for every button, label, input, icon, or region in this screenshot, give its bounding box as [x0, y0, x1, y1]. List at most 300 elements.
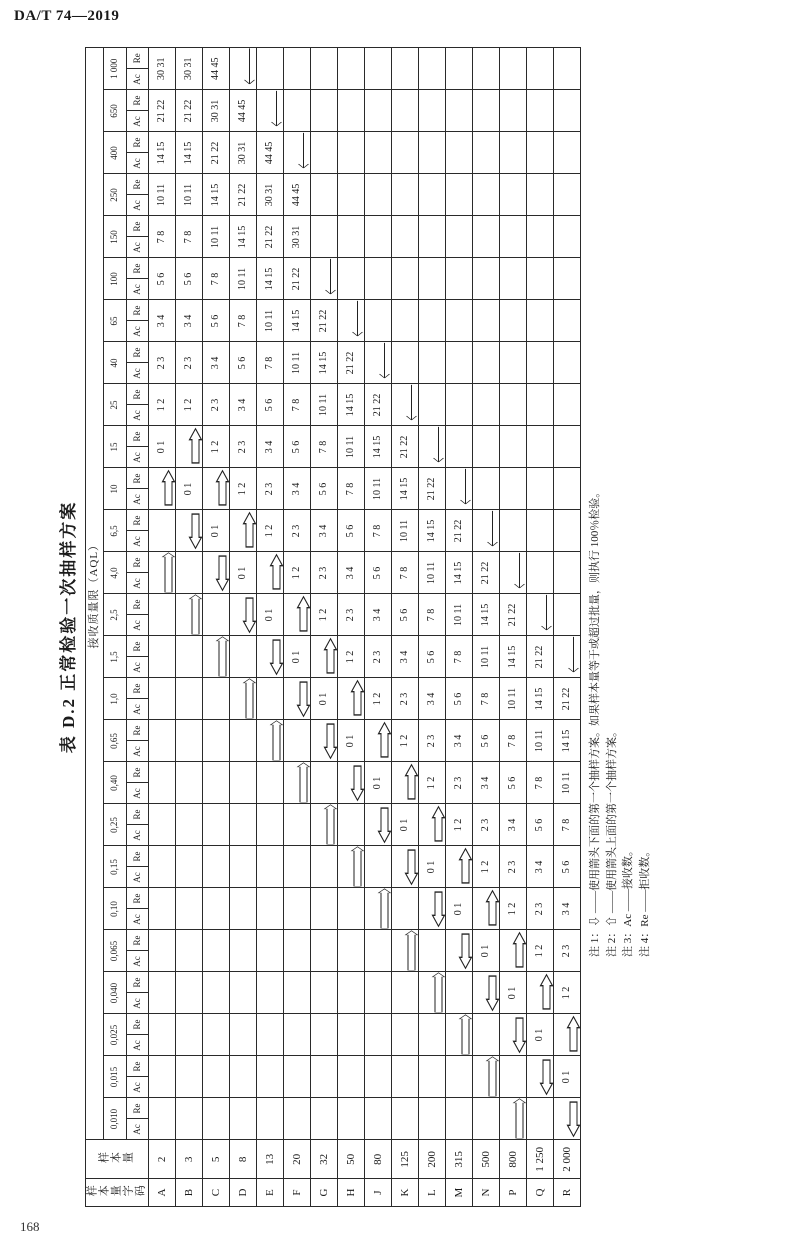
plan-cell: 1 2	[311, 593, 338, 635]
arrow-cell	[392, 845, 419, 887]
plan-cell	[419, 929, 446, 971]
plan-cell	[500, 425, 527, 467]
plan-cell	[500, 467, 527, 509]
row-sample-size: 32	[311, 1139, 338, 1178]
table-row	[311, 47, 338, 1206]
plan-cell	[527, 257, 554, 299]
plan-cell	[230, 845, 257, 887]
arrow-cell	[338, 845, 365, 887]
plan-cell	[311, 845, 338, 887]
plan-cell: 5 6	[446, 677, 473, 719]
row-code-letter: K	[392, 1178, 419, 1206]
plan-cell: 14 15	[473, 593, 500, 635]
plan-cell: 10 11	[554, 761, 581, 803]
plan-cell	[500, 89, 527, 131]
arrow-cell	[554, 1013, 581, 1055]
plan-cell: 10 11	[392, 509, 419, 551]
plan-cell	[257, 971, 284, 1013]
plan-cell	[230, 635, 257, 677]
arrow-cell	[419, 425, 446, 467]
page-number: 168	[20, 1219, 40, 1234]
plan-cell: 3 4	[392, 635, 419, 677]
plan-cell	[257, 845, 284, 887]
plan-cell	[176, 845, 203, 887]
plan-cell: 0 1	[365, 761, 392, 803]
plan-cell: 14 15	[446, 551, 473, 593]
plan-cell: 1 2	[257, 509, 284, 551]
acceptance-header: Ac	[126, 236, 149, 257]
plan-cell	[392, 341, 419, 383]
plan-cell: 21 22	[554, 677, 581, 719]
plan-cell: 5 6	[392, 593, 419, 635]
plan-cell	[284, 1055, 311, 1097]
plan-cell: 10 11	[257, 299, 284, 341]
aql-value-header: 6,5	[104, 509, 127, 551]
plan-cell	[392, 131, 419, 173]
plan-cell: 10 11	[473, 635, 500, 677]
plan-cell	[446, 1055, 473, 1097]
plan-cell: 14 15	[365, 425, 392, 467]
plan-cell	[392, 887, 419, 929]
plan-cell: 44 45	[203, 47, 230, 89]
rejection-header: Re	[126, 215, 149, 236]
plan-cell	[230, 803, 257, 845]
arrow-cell	[284, 131, 311, 173]
plan-cell	[338, 89, 365, 131]
plan-cell	[149, 719, 176, 761]
plan-cell	[230, 971, 257, 1013]
plan-cell	[257, 887, 284, 929]
plan-cell	[527, 173, 554, 215]
plan-cell: 14 15	[149, 131, 176, 173]
row-sample-size: 50	[338, 1139, 365, 1178]
plan-cell	[392, 299, 419, 341]
header-size: 样本量	[86, 1139, 149, 1178]
plan-cell: 14 15	[176, 131, 203, 173]
plan-cell	[311, 215, 338, 257]
plan-cell: 1 2	[473, 845, 500, 887]
plan-cell: 30 31	[149, 47, 176, 89]
aql-value-header: 0,025	[104, 1013, 127, 1055]
plan-cell	[230, 929, 257, 971]
table-body	[149, 47, 581, 1206]
plan-cell	[446, 1097, 473, 1139]
rejection-header: Re	[126, 635, 149, 656]
plan-cell	[176, 1055, 203, 1097]
plan-cell: 0 1	[527, 1013, 554, 1055]
rejection-header: Re	[126, 509, 149, 530]
plan-cell: 2 3	[392, 677, 419, 719]
plan-cell	[338, 887, 365, 929]
arrow-cell	[365, 803, 392, 845]
arrow-cell	[446, 845, 473, 887]
plan-cell	[365, 929, 392, 971]
table-row	[257, 47, 284, 1206]
row-code-letter: C	[203, 1178, 230, 1206]
plan-cell	[311, 1055, 338, 1097]
header-row-acre	[126, 47, 149, 1206]
rejection-header: Re	[126, 551, 149, 572]
plan-cell: 14 15	[311, 341, 338, 383]
plan-cell: 21 22	[527, 635, 554, 677]
aql-value-header: 0,65	[104, 719, 127, 761]
plan-cell: 1 2	[149, 383, 176, 425]
plan-cell: 5 6	[149, 257, 176, 299]
aql-value-header: 65	[104, 299, 127, 341]
arrow-cell	[392, 761, 419, 803]
rejection-header: Re	[126, 47, 149, 68]
arrow-cell	[365, 341, 392, 383]
note-3: 注 3：Ac ——接收数。	[622, 844, 635, 957]
plan-cell	[527, 341, 554, 383]
table-notes	[587, 486, 653, 956]
plan-cell: 3 4	[419, 677, 446, 719]
plan-cell: 7 8	[365, 509, 392, 551]
plan-cell	[149, 1013, 176, 1055]
plan-cell	[419, 1013, 446, 1055]
rejection-header: Re	[126, 887, 149, 908]
plan-cell	[176, 803, 203, 845]
plan-cell	[230, 1055, 257, 1097]
row-sample-size: 20	[284, 1139, 311, 1178]
rejection-header: Re	[126, 383, 149, 404]
plan-cell: 7 8	[149, 215, 176, 257]
plan-cell	[500, 47, 527, 89]
aql-value-header: 15	[104, 425, 127, 467]
plan-cell: 10 11	[527, 719, 554, 761]
plan-cell	[149, 971, 176, 1013]
row-sample-size: 800	[500, 1139, 527, 1178]
plan-cell	[149, 509, 176, 551]
plan-cell: 14 15	[284, 299, 311, 341]
arrow-cell	[500, 551, 527, 593]
aql-value-header: 0,010	[104, 1097, 127, 1139]
plan-cell: 3 4	[203, 341, 230, 383]
aql-value-header: 650	[104, 89, 127, 131]
table-row	[365, 47, 392, 1206]
plan-cell	[473, 467, 500, 509]
aql-value-header: 150	[104, 215, 127, 257]
table-row	[527, 47, 554, 1206]
plan-cell	[149, 1097, 176, 1139]
plan-cell	[176, 761, 203, 803]
acceptance-header: Ac	[126, 698, 149, 719]
row-sample-size: 80	[365, 1139, 392, 1178]
plan-cell	[392, 47, 419, 89]
aql-value-header: 0,040	[104, 971, 127, 1013]
plan-cell: 21 22	[446, 509, 473, 551]
header-row-aql	[86, 47, 104, 1206]
rejection-header: Re	[126, 719, 149, 740]
rejection-header: Re	[126, 593, 149, 614]
arrow-cell	[176, 425, 203, 467]
plan-cell: 21 22	[176, 89, 203, 131]
plan-cell	[446, 257, 473, 299]
rejection-header: Re	[126, 425, 149, 446]
plan-cell	[527, 425, 554, 467]
plan-cell: 21 22	[311, 299, 338, 341]
plan-cell	[203, 1013, 230, 1055]
plan-cell: 7 8	[203, 257, 230, 299]
arrow-cell	[311, 635, 338, 677]
row-sample-size: 125	[392, 1139, 419, 1178]
plan-cell: 2 3	[527, 887, 554, 929]
acceptance-header: Ac	[126, 782, 149, 803]
rejection-header: Re	[126, 257, 149, 278]
arrow-cell	[527, 971, 554, 1013]
acceptance-header: Ac	[126, 152, 149, 173]
rejection-header: Re	[126, 173, 149, 194]
plan-cell	[392, 89, 419, 131]
plan-cell: 0 1	[392, 803, 419, 845]
plan-cell: 21 22	[203, 131, 230, 173]
plan-cell	[473, 173, 500, 215]
acceptance-header: Ac	[126, 1034, 149, 1055]
arrow-cell	[473, 509, 500, 551]
arrow-cell	[257, 89, 284, 131]
plan-cell: 7 8	[257, 341, 284, 383]
plan-cell: 44 45	[230, 89, 257, 131]
plan-cell: 3 4	[365, 593, 392, 635]
plan-cell: 3 4	[527, 845, 554, 887]
plan-cell	[149, 845, 176, 887]
plan-cell: 3 4	[554, 887, 581, 929]
plan-cell: 7 8	[392, 551, 419, 593]
arrow-cell	[419, 803, 446, 845]
plan-cell	[176, 719, 203, 761]
plan-cell	[500, 383, 527, 425]
plan-cell	[257, 803, 284, 845]
plan-cell	[473, 383, 500, 425]
plan-cell: 21 22	[473, 551, 500, 593]
plan-cell	[149, 761, 176, 803]
plan-cell: 30 31	[257, 173, 284, 215]
row-code-letter: G	[311, 1178, 338, 1206]
row-code-letter: N	[473, 1178, 500, 1206]
rejection-header: Re	[126, 131, 149, 152]
plan-cell	[419, 1055, 446, 1097]
plan-cell: 7 8	[554, 803, 581, 845]
plan-cell	[311, 929, 338, 971]
acceptance-header: Ac	[126, 446, 149, 467]
plan-cell: 44 45	[284, 173, 311, 215]
acceptance-header: Ac	[126, 1118, 149, 1139]
acceptance-header: Ac	[126, 1076, 149, 1097]
plan-cell: 44 45	[257, 131, 284, 173]
plan-cell: 0 1	[257, 593, 284, 635]
plan-cell: 0 1	[230, 551, 257, 593]
plan-cell	[176, 677, 203, 719]
arrow-cell	[176, 509, 203, 551]
row-code-letter: R	[554, 1178, 581, 1206]
plan-cell: 7 8	[500, 719, 527, 761]
plan-cell: 1 2	[446, 803, 473, 845]
row-code-letter: Q	[527, 1178, 554, 1206]
plan-cell	[176, 929, 203, 971]
aql-value-header: 0,065	[104, 929, 127, 971]
plan-cell	[311, 131, 338, 173]
table-row	[473, 47, 500, 1206]
rejection-header: Re	[126, 1013, 149, 1034]
plan-cell	[500, 1055, 527, 1097]
plan-cell: 2 3	[554, 929, 581, 971]
aql-value-header: 0,40	[104, 761, 127, 803]
plan-cell	[392, 257, 419, 299]
plan-cell	[338, 215, 365, 257]
plan-cell: 14 15	[554, 719, 581, 761]
plan-cell: 10 11	[419, 551, 446, 593]
note-2: 注 2：⇧ ——使用箭头上面的第一个抽样方案。	[605, 725, 618, 957]
plan-cell	[338, 131, 365, 173]
plan-cell	[338, 1055, 365, 1097]
plan-cell	[338, 257, 365, 299]
acceptance-header: Ac	[126, 362, 149, 383]
plan-cell: 3 4	[257, 425, 284, 467]
plan-cell	[230, 887, 257, 929]
plan-cell	[419, 257, 446, 299]
row-sample-size: 315	[446, 1139, 473, 1178]
acceptance-header: Ac	[126, 824, 149, 845]
plan-cell: 2 3	[176, 341, 203, 383]
acceptance-header: Ac	[126, 866, 149, 887]
plan-cell	[446, 383, 473, 425]
plan-cell: 14 15	[500, 635, 527, 677]
plan-cell	[149, 635, 176, 677]
plan-cell: 21 22	[284, 257, 311, 299]
plan-cell	[419, 47, 446, 89]
plan-cell	[554, 383, 581, 425]
row-code-letter: L	[419, 1178, 446, 1206]
plan-cell	[338, 971, 365, 1013]
arrow-cell	[203, 551, 230, 593]
plan-cell	[473, 89, 500, 131]
arrow-cell	[230, 509, 257, 551]
plan-cell: 5 6	[338, 509, 365, 551]
plan-cell	[284, 47, 311, 89]
note-4: 注 4：Re ——拒收数。	[638, 845, 651, 957]
plan-cell	[527, 467, 554, 509]
plan-cell	[176, 971, 203, 1013]
plan-cell: 1 2	[419, 761, 446, 803]
plan-cell: 30 31	[230, 131, 257, 173]
plan-cell	[203, 677, 230, 719]
plan-cell	[473, 47, 500, 89]
plan-cell	[311, 173, 338, 215]
plan-cell	[176, 551, 203, 593]
plan-cell: 7 8	[311, 425, 338, 467]
plan-cell	[284, 1097, 311, 1139]
plan-cell	[338, 173, 365, 215]
plan-cell	[176, 1097, 203, 1139]
plan-cell: 2 3	[338, 593, 365, 635]
plan-cell	[257, 1097, 284, 1139]
plan-cell	[554, 467, 581, 509]
plan-cell: 5 6	[203, 299, 230, 341]
acceptance-header: Ac	[126, 908, 149, 929]
plan-cell: 14 15	[230, 215, 257, 257]
row-code-letter: D	[230, 1178, 257, 1206]
plan-cell	[419, 131, 446, 173]
rejection-header: Re	[126, 845, 149, 866]
plan-cell	[419, 341, 446, 383]
plan-cell: 14 15	[338, 383, 365, 425]
plan-cell	[473, 1013, 500, 1055]
plan-cell	[203, 1097, 230, 1139]
plan-cell	[311, 47, 338, 89]
plan-cell	[365, 89, 392, 131]
arrow-cell	[473, 1055, 500, 1097]
plan-cell	[284, 929, 311, 971]
plan-cell	[311, 1097, 338, 1139]
aql-value-header: 40	[104, 341, 127, 383]
plan-cell	[149, 803, 176, 845]
arrow-cell	[392, 383, 419, 425]
plan-cell	[554, 131, 581, 173]
row-code-letter: P	[500, 1178, 527, 1206]
plan-cell: 5 6	[257, 383, 284, 425]
arrow-cell	[554, 1097, 581, 1139]
table-row	[392, 47, 419, 1206]
plan-cell: 2 3	[203, 383, 230, 425]
plan-cell: 10 11	[284, 341, 311, 383]
plan-cell: 5 6	[419, 635, 446, 677]
plan-cell	[500, 341, 527, 383]
plan-cell: 7 8	[338, 467, 365, 509]
plan-cell: 0 1	[284, 635, 311, 677]
acceptance-header: Ac	[126, 404, 149, 425]
row-code-letter: E	[257, 1178, 284, 1206]
arrow-cell	[338, 761, 365, 803]
plan-cell	[500, 215, 527, 257]
plan-cell	[203, 887, 230, 929]
row-sample-size: 500	[473, 1139, 500, 1178]
plan-cell: 3 4	[500, 803, 527, 845]
arrow-cell	[203, 635, 230, 677]
rejection-header: Re	[126, 1097, 149, 1118]
row-sample-size: 2	[149, 1139, 176, 1178]
rejection-header: Re	[126, 677, 149, 698]
acceptance-header: Ac	[126, 656, 149, 677]
plan-cell: 3 4	[176, 299, 203, 341]
plan-cell	[365, 131, 392, 173]
plan-cell: 2 3	[230, 425, 257, 467]
plan-cell: 21 22	[500, 593, 527, 635]
plan-cell	[554, 215, 581, 257]
plan-cell	[473, 257, 500, 299]
plan-cell: 1 2	[500, 887, 527, 929]
acceptance-header: Ac	[126, 614, 149, 635]
arrow-cell	[473, 971, 500, 1013]
plan-cell: 10 11	[500, 677, 527, 719]
table-row	[419, 47, 446, 1206]
plan-cell: 10 11	[203, 215, 230, 257]
plan-cell: 0 1	[149, 425, 176, 467]
plan-cell	[419, 89, 446, 131]
arrow-cell	[527, 593, 554, 635]
plan-cell: 2 3	[257, 467, 284, 509]
arrow-cell	[203, 467, 230, 509]
plan-cell	[392, 971, 419, 1013]
plan-cell: 3 4	[284, 467, 311, 509]
table-row	[446, 47, 473, 1206]
plan-cell	[419, 215, 446, 257]
plan-cell: 5 6	[365, 551, 392, 593]
row-code-letter: A	[149, 1178, 176, 1206]
arrow-cell	[176, 593, 203, 635]
plan-cell	[527, 299, 554, 341]
plan-cell: 10 11	[230, 257, 257, 299]
arrow-cell	[230, 47, 257, 89]
